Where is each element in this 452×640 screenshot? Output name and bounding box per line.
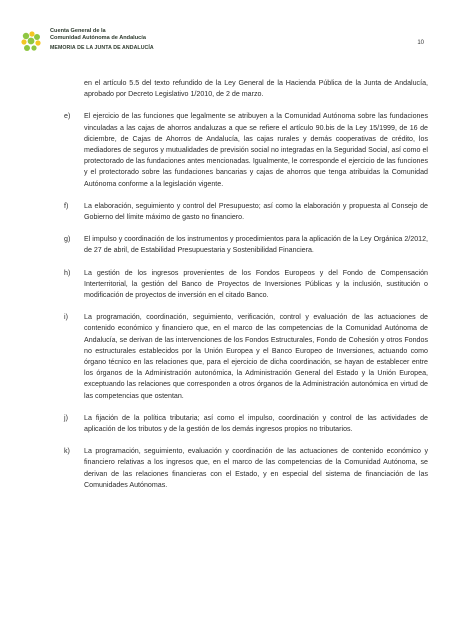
paragraph-continuation — [64, 78, 428, 100]
paragraph-letter: h) — [64, 268, 71, 277]
paragraph-text: La elaboración, seguimiento y control del Presupuesto; así como la elaboración y propuesta al Consejo de Gobierno del límite máximo de gasto no financiero. — [84, 201, 428, 222]
paragraph-text: La fijación de la política tributaria; así como el impulso, coordinación y control de las actividades de aplicación de los tributos y de la gestión de los demás ingresos propios no tributarios. — [84, 413, 428, 434]
page-header — [20, 28, 432, 56]
paragraph-letter: f) — [64, 201, 69, 210]
paragraph-h — [64, 268, 428, 302]
paragraph-text: La programación, seguimiento, evaluación y coordinación de las actuaciones de contenido económico y financiero relativas a los ingresos que, en el marco de las competencias de la Comunidad Autónoma, se derivan de las relaciones financieras con el Estado, y en especial del sistema de financiación de las Comunidades Autónomas. — [84, 447, 428, 489]
paragraph-letter: e) — [64, 112, 71, 121]
header-title-line2: Comunidad Autónoma de Andalucía — [50, 34, 146, 41]
header-title-line1: Cuenta General de la — [50, 28, 106, 34]
paragraph-letter: k) — [64, 447, 70, 456]
paragraph-text: en el artículo 5.5 del texto refundido de la Ley General de la Hacienda Pública de la Junta de Andalucía, aprobado por Decreto Legislativo 1/2010, de 2 de marzo. — [84, 79, 428, 99]
header-subtitle: MEMORIA DE LA JUNTA DE ANDALUCÍA — [50, 45, 154, 52]
paragraph-text: La gestión de los ingresos provenientes de los Fondos Europeos y del Fondo de Compensación Interterritorial, la gestión del Banco de Proyectos de Inversiones Públicas y la inclusión, sustitución o modificación de proyectos de inversión en el citado Banco. — [84, 268, 428, 300]
junta-andalucia-logo-icon — [20, 30, 42, 52]
paragraph-text: La programación, coordinación, seguimiento, verificación, control y evaluación de las actuaciones de contenido económico y financiero que, en el marco de las competencias de la Comunidad Autónoma de Andalucía, se derivan de las intervenciones de los Fondos Estructurales, Fondo de Cohesión y otros Fondos no estructurales establecidos por la Unión Europea y el Banco Europeo de Inversiones, actuando como órgano técnico en las relaciones que, para el ejercicio de dicha coordinación, se hayan de establecer entre los órganos de la Administración autonómica, la Administración General del Estado y la Unión Europea, exceptuando las relaciones que corresponden a otros órganos de la Administración autonómica en virtud de las competencias que ostentan. — [84, 313, 428, 400]
paragraph-text: El impulso y coordinación de los instrumentos y procedimientos para la aplicación de la Ley Orgánica 2/2012, de 27 de abril, de Estabilidad Presupuestaria y Sostenibilidad Financiera. — [84, 235, 428, 255]
paragraph-j — [64, 413, 428, 435]
document-body — [64, 78, 428, 502]
paragraph-letter: i) — [64, 313, 68, 322]
paragraph-f — [64, 201, 428, 223]
paragraph-k — [64, 446, 428, 491]
paragraph-e — [64, 111, 428, 189]
header-text — [50, 28, 154, 51]
paragraph-g — [64, 234, 428, 256]
page-number: 10 — [417, 40, 424, 46]
paragraph-text: El ejercicio de las funciones que legalmente se atribuyen a la Comunidad Autónoma sobre las fundaciones vinculadas a las cajas de ahorros andaluzas a que se refiere el artículo 90.bis de la Ley 15/1999, de 16 de diciembre, de Cajas de Ahorros de Andalucía, las cajas rurales y demás cooperativas de crédito, los mediadores de seguros y mutualidades de previsión social no integradas en la Seguridad Social, así como el protectorado de las fundaciones antes mencionadas. Igualmente, le corresponde el ejercicio de las funciones y el protectorado sobre las fundaciones bancarias y cajas de ahorros que tenga atribuidas la Comunidad Autónoma conforme a la legislación vigente. — [84, 112, 428, 188]
paragraph-i — [64, 312, 428, 402]
paragraph-letter: g) — [64, 235, 71, 244]
paragraph-letter: j) — [64, 413, 68, 422]
